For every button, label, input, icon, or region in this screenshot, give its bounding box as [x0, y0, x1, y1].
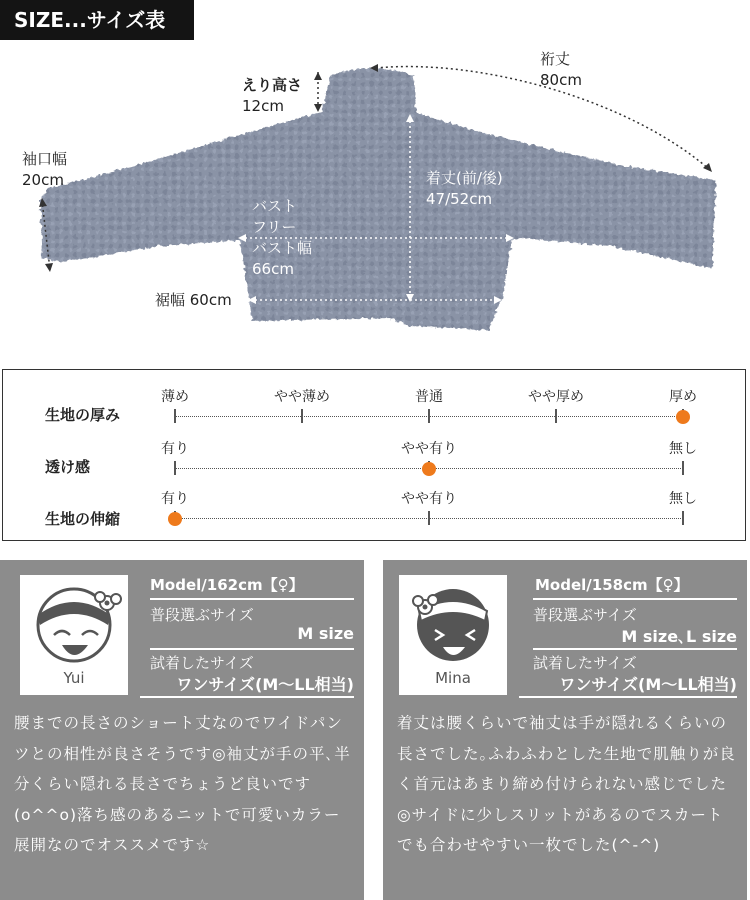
scale-tick-label: 普通 — [415, 389, 443, 405]
scale-tick-label: やや薄め — [274, 389, 330, 405]
scale-tick-label: やや厚め — [528, 389, 584, 405]
scale-selected-dot — [676, 410, 690, 424]
divider — [533, 648, 737, 650]
collar-height-label: えり高さ — [242, 76, 303, 94]
scale-tick-label: やや有り — [401, 491, 457, 507]
scale-tick — [428, 511, 430, 525]
model-height: Model/158cm【♀】 — [535, 576, 689, 594]
scale-tick — [682, 461, 684, 475]
usual-size-value: M size､L size — [621, 627, 737, 646]
scale-tick — [174, 461, 176, 475]
divider — [533, 598, 737, 600]
hem-width-label: 裾幅 60cm — [155, 291, 232, 309]
usual-size-value: M size — [297, 624, 354, 643]
tried-size-value: ワンサイズ(M〜LL相当) — [176, 675, 354, 694]
scale-tick — [301, 409, 303, 423]
usual-size-label: 普段選ぶサイズ — [533, 606, 637, 624]
usual-size-label: 普段選ぶサイズ — [150, 606, 254, 624]
scale-tick-label: 有り — [161, 441, 189, 457]
avatar — [399, 575, 507, 695]
sleeve-length-value: 80cm — [540, 71, 582, 89]
tried-size-label: 試着したサイズ — [150, 654, 254, 672]
divider — [150, 648, 354, 650]
section-header: SIZE...サイズ表 — [0, 0, 194, 40]
scale-tick — [174, 409, 176, 423]
avatar-face-icon — [20, 575, 128, 670]
model-comment: 着丈は腰くらいで袖丈は手が隠れるくらいの長さでした｡ふわふわとした生地で肌触りが良く首元はあまり締め付けられない感じでした◎サイドに少しスリットがあるのでスカートでも合わせやすい一枚でした(^-^) — [397, 714, 736, 854]
avatar — [20, 575, 128, 695]
scale-tick — [428, 409, 430, 423]
collar-height-value: 12cm — [242, 97, 284, 115]
scale-tick-label: やや有り — [401, 441, 457, 457]
length-label: 着丈(前/後) — [426, 169, 503, 187]
fabric-characteristics — [2, 369, 746, 541]
avatar-name: Mina — [435, 669, 471, 687]
model-card-mina — [383, 560, 747, 900]
scale-tick-label: 薄め — [161, 389, 189, 405]
avatar-face-icon — [399, 575, 507, 670]
cuff-width-label: 袖口幅 — [22, 150, 68, 168]
scale-selected-dot — [168, 512, 182, 526]
tried-size-value: ワンサイズ(M〜LL相当) — [559, 675, 737, 694]
bust-value: 66cm — [252, 260, 294, 278]
cuff-width-value: 20cm — [22, 171, 64, 189]
stretch-label: 生地の伸縮 — [45, 510, 121, 528]
dimension-arrows — [0, 40, 750, 365]
bust-line2: フリー — [252, 218, 297, 236]
scale-selected-dot — [422, 462, 436, 476]
avatar-name: Yui — [63, 669, 85, 687]
bust-line1: バスト — [252, 197, 298, 215]
model-card-yui — [0, 560, 364, 900]
divider — [519, 696, 737, 698]
scale-tick — [555, 409, 557, 423]
scale-tick-label: 厚め — [669, 389, 697, 405]
size-diagram — [0, 40, 750, 365]
divider — [150, 598, 354, 600]
transparency-label: 透け感 — [45, 458, 91, 476]
scale-tick-label: 有り — [161, 491, 189, 507]
scale-tick-label: 無し — [669, 491, 697, 507]
model-comment: 腰までの長さのショート丈なのでワイドパンツとの相性が良さそうです◎袖丈が手の平､半分くらい隠れる長さでちょうど良いです(o^^o)落ち感のあるニットで可愛いカラー展開なのでオススメです☆ — [14, 714, 351, 854]
scale-tick — [682, 511, 684, 525]
tried-size-label: 試着したサイズ — [533, 654, 637, 672]
bust-line3: バスト幅 — [252, 239, 313, 257]
length-value: 47/52cm — [426, 190, 493, 208]
divider — [140, 696, 354, 698]
scale-tick-label: 無し — [669, 441, 697, 457]
sleeve-length-label: 裄丈 — [540, 50, 571, 68]
thickness-label: 生地の厚み — [45, 406, 121, 424]
model-height: Model/162cm【♀】 — [150, 576, 304, 594]
